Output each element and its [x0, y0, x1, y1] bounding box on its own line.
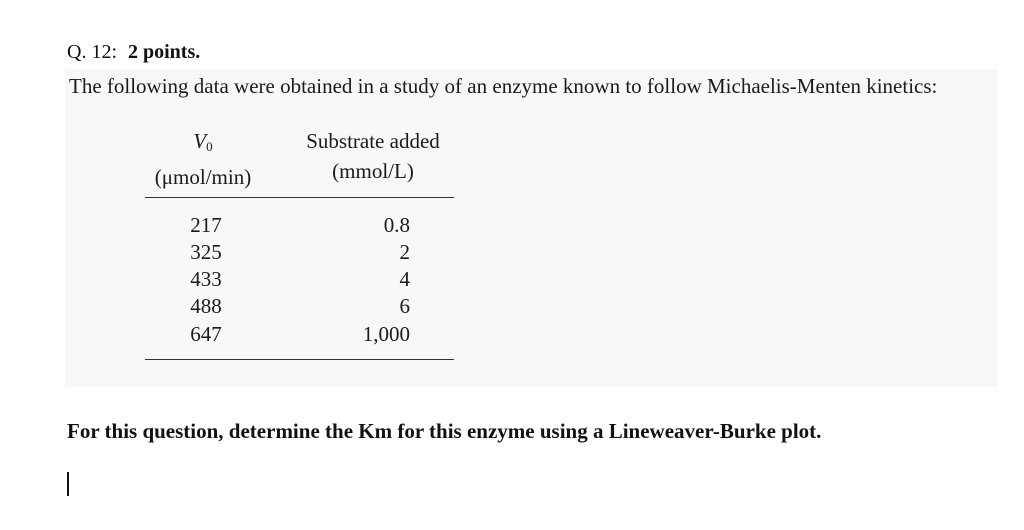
table-cell-substrate: 4 — [399, 267, 410, 291]
question-points: 2 points. — [128, 41, 201, 63]
table-cell-v0: 325 — [190, 240, 222, 264]
v0-label — [130, 126, 276, 162]
question-instruction: For this question, determine the Km for this enzyme using a Lineweaver-Burke plot. — [67, 419, 822, 443]
column-header-v0 — [130, 126, 276, 192]
substrate-unit: (mmol/L) — [332, 159, 414, 183]
table-bottom-rule — [145, 359, 454, 360]
question-header — [67, 40, 200, 64]
question-number: Q. 12: — [67, 41, 117, 63]
table-cell-substrate: 2 — [399, 240, 410, 264]
table-cell-v0: 488 — [190, 294, 222, 318]
table-cell-substrate: 6 — [399, 294, 410, 318]
substrate-label: Substrate added — [306, 129, 440, 153]
table-cell-v0: 217 — [190, 213, 222, 237]
column-header-substrate — [285, 126, 461, 186]
table-cell-substrate: 0.8 — [383, 213, 410, 237]
table-cell-substrate: 1,000 — [362, 322, 410, 346]
answer-text-cursor[interactable] — [67, 472, 69, 496]
v0-unit: (μmol/min) — [154, 165, 252, 189]
v0-symbol: $V_0$ — [193, 129, 213, 154]
table-top-rule — [145, 197, 454, 198]
intro-text: The following data were obtained in a study of an enzyme known to follow Michaelis-Menten kinetics: — [69, 74, 938, 98]
table-cell-v0: 647 — [190, 322, 222, 346]
table-cell-v0: 433 — [190, 267, 222, 291]
